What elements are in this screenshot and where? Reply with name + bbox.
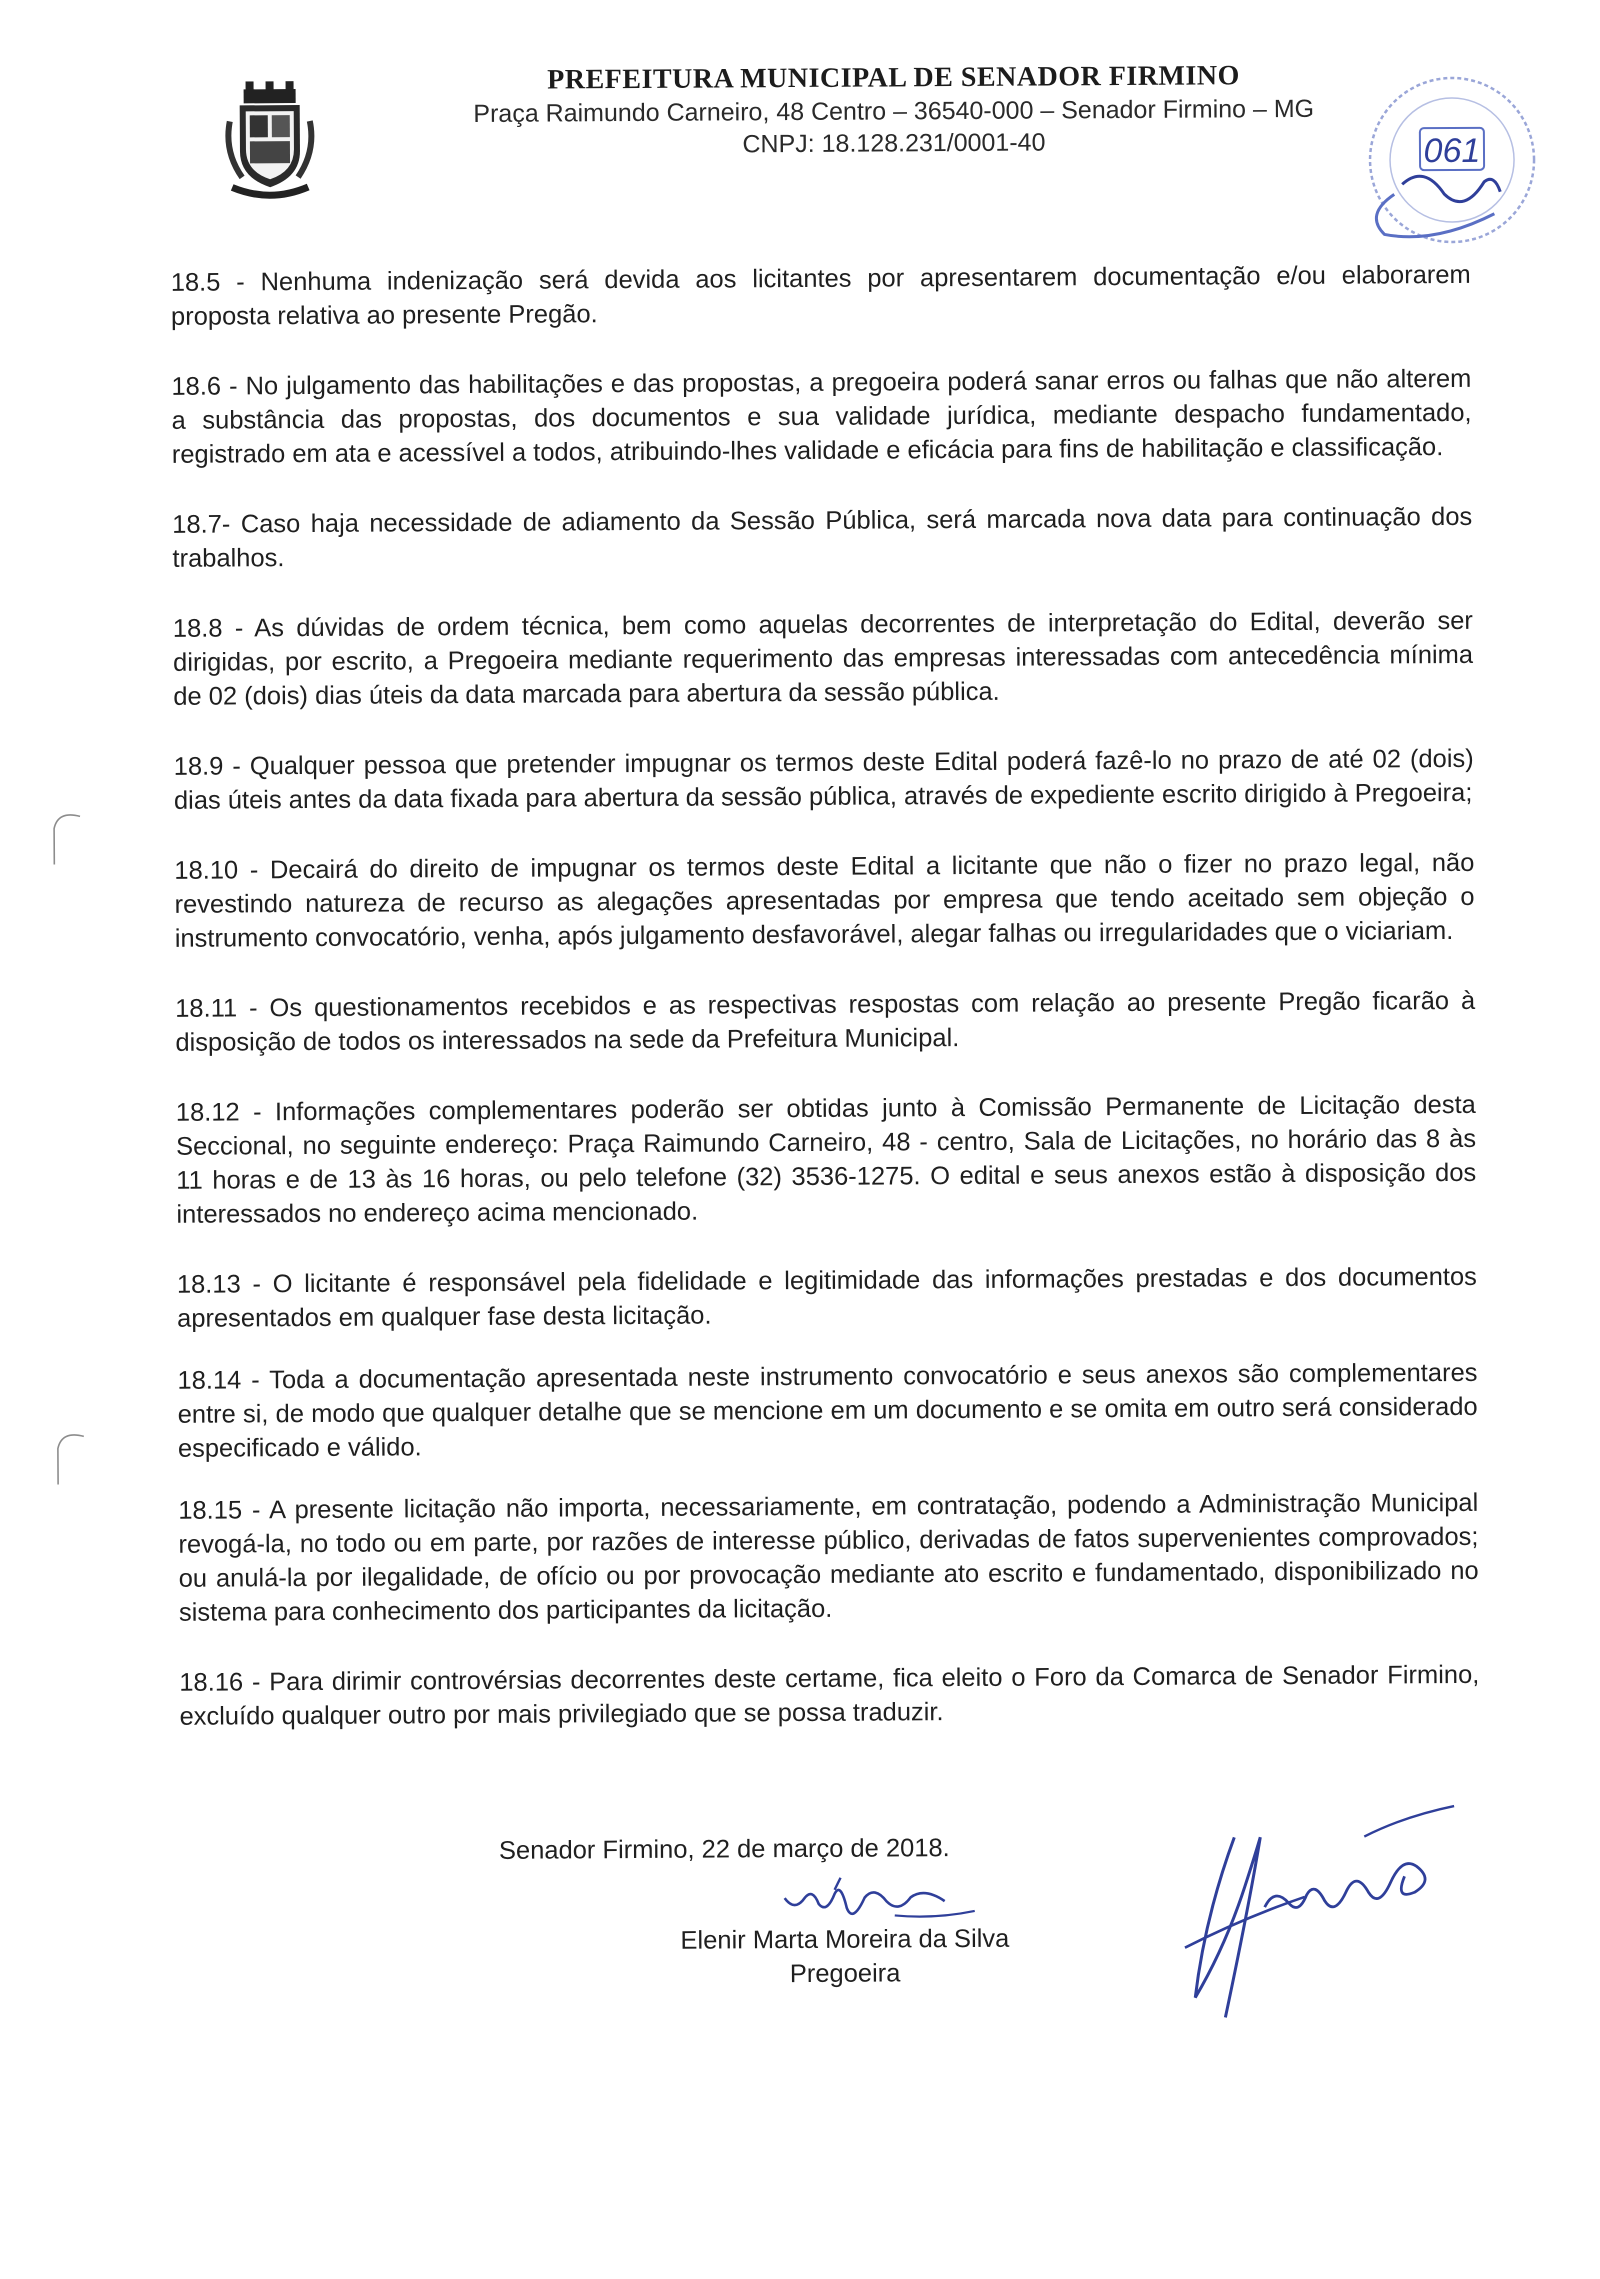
authority-signature-icon <box>1164 1796 1465 2028</box>
clause-18-7: 18.7- Caso haja necessidade de adiamento da Sessão Pública, será marcada nova data para continuação dos trabalhos. <box>172 502 1473 573</box>
clause-18-8: 18.8 - As dúvidas de ordem técnica, bem como aquelas decorrentes de interpretação do Edital, deverão ser dirigidas, por escrito, a Pregoeira mediante requerimento das empresas interessadas com antecedência mínima de 02 (dois) dias úteis da data marcada para abertura da sessão pública. <box>172 606 1474 711</box>
organization-address: Praça Raimundo Carneiro, 48 Centro – 36540-000 – Senador Firmino – MG <box>473 94 1315 128</box>
clauses-section <box>171 258 1480 1770</box>
clause-18-10: 18.10 - Decairá do direito de impugnar os termos deste Edital a licitante que não o fizer no prazo legal, não revestindo natureza de recurso as alegações apresentadas por empresa que tendo aceitado sem objeção o instrumento convocatório, venha, após julgamento desfavorável, alegar falhas ou irregularidades que o viciariam. <box>174 848 1475 953</box>
letterhead <box>393 58 1394 162</box>
clause-18-5: 18.5 - Nenhuma indenização será devida aos licitantes por apresentarem documentação e/ou elaborarem proposta relativa ao presente Pregão. <box>170 260 1471 331</box>
stamp-seal-icon <box>1323 63 1564 264</box>
commission-stamp <box>1323 63 1564 264</box>
clause-18-6: 18.6 - No julgamento das habilitações e das propostas, a pregoeira poderá sanar erros ou falhas que não alterem a substância das propostas, dos documentos e sua validade jurídica, mediante despacho fundamentado, registrado em ata e acessível a todos, atribuindo-lhes validade e eficácia para fins de habilitação e classificação. <box>171 364 1472 469</box>
clause-18-16: 18.16 - Para dirimir controvérsias decorrentes deste certame, fica eleito o Foro da Comarca de Senador Firmino, excluído qualquer outro por mais privilegiado que se possa traduzir. <box>179 1660 1480 1731</box>
punch-hole-mark-icon <box>50 1428 90 1488</box>
signatory-name: Elenir Marta Moreira da Silva <box>680 1924 1010 1955</box>
clause-18-11: 18.11 - Os questionamentos recebidos e as respectivas respostas com relação ao presente Pregão ficarão à disposição de todos os interessados na sede da Prefeitura Municipal. <box>175 986 1476 1057</box>
municipal-crest-icon <box>222 81 319 200</box>
organization-name: PREFEITURA MUNICIPAL DE SENADOR FIRMINO <box>547 60 1240 96</box>
clause-18-14: 18.14 - Toda a documentação apresentada neste instrumento convocatório e seus anexos são complementares entre si, de modo que qualquer detalhe que se mencione em um documento e se omita em outro será considerado especificado e válido. <box>177 1358 1478 1463</box>
organization-cnpj: CNPJ: 18.128.231/0001-40 <box>742 128 1046 159</box>
clause-18-13: 18.13 - O licitante é responsável pela fidelidade e legitimidade das informações prestadas e dos documentos apresentados em qualquer fase desta licitação. <box>176 1262 1477 1333</box>
place-and-date: Senador Firmino, 22 de março de 2018. <box>498 1834 950 1865</box>
clause-18-9: 18.9 - Qualquer pessoa que pretender impugnar os termos deste Edital poderá fazê-lo no prazo de até 02 (dois) dias úteis antes da data fixada para abertura da sessão pública, através de expediente escrito dirigido à Pregoeira; <box>173 744 1474 815</box>
signatory-role: Pregoeira <box>789 1959 901 1989</box>
clause-18-12: 18.12 - Informações complementares poderão ser obtidas junto à Comissão Permanente de Licitação desta Seccional, no seguinte endereço: Praça Raimundo Carneiro, 48 - centro, Sala de Licitações, no horário das 8 às 11 horas e de 13 às 16 horas, ou pelo telefone (32) 3536-1275. O edital e seus anexos estão à disposição dos interessados no endereço acima mencionado. <box>175 1090 1477 1229</box>
stamp-number: 061 <box>1423 131 1481 171</box>
clause-18-15: 18.15 - A presente licitação não importa, necessariamente, em contratação, podendo a Administração Municipal revogá-la, no todo ou em parte, por razões de interesse público, derivadas de fatos supervenientes comprovados; ou anulá-la por ilegalidade, de ofício ou por provocação mediante ato escrito e fundamentado, disponibilizado no sistema para conhecimento dos participantes da licitação. <box>178 1488 1479 1627</box>
punch-hole-mark-icon <box>46 808 86 868</box>
